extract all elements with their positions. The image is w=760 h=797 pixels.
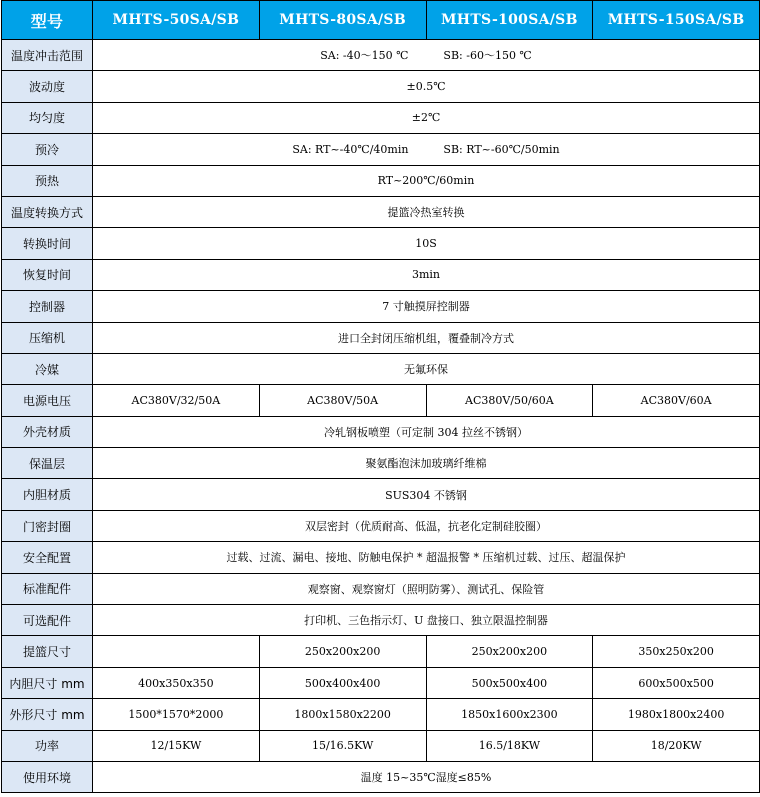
row-label: 控制器: [2, 291, 93, 322]
row-value: RT~200℃/60min: [93, 165, 760, 196]
header-row: [2, 1, 760, 40]
row-cell: 1850x1600x2300: [426, 699, 593, 730]
model-label: 型号: [2, 1, 93, 40]
row-cell: AC380V/60A: [593, 385, 760, 416]
row-switch-time: [2, 228, 760, 259]
row-door-seal: [2, 510, 760, 541]
row-cell: 1800x1580x2200: [259, 699, 426, 730]
row-label: 内胆尺寸 mm: [2, 667, 93, 698]
row-label: 功率: [2, 730, 93, 761]
row-value: 观察窗、观察窗灯（照明防雾）、测试孔、保险管: [93, 573, 760, 604]
row-cell: AC380V/50/60A: [426, 385, 593, 416]
row-cell: 16.5/18KW: [426, 730, 593, 761]
row-label: 外壳材质: [2, 416, 93, 447]
row-label: 门密封圈: [2, 510, 93, 541]
row-recovery-time: [2, 259, 760, 290]
row-cell: 500x500x400: [426, 667, 593, 698]
row-cell: 12/15KW: [93, 730, 260, 761]
row-standard-accessories: [2, 573, 760, 604]
row-label: 恢复时间: [2, 259, 93, 290]
row-value: 过载、过流、漏电、接地、防触电保护 * 超温报警 * 压缩机过载、过压、超温保护: [93, 542, 760, 573]
row-environment: [2, 761, 760, 792]
row-cell: 250x200x200: [259, 636, 426, 667]
model-name: MHTS-150SA/SB: [593, 1, 760, 40]
row-value: 打印机、三色指示灯、U 盘接口、独立限温控制器: [93, 605, 760, 636]
row-value: 无氟环保: [93, 353, 760, 384]
row-value: SUS304 不锈钢: [93, 479, 760, 510]
row-value: 3min: [93, 259, 760, 290]
row-value: 10S: [93, 228, 760, 259]
row-value: 双层密封（优质耐高、低温，抗老化定制硅胶圈）: [93, 510, 760, 541]
row-label: 预热: [2, 165, 93, 196]
row-label: 可选配件: [2, 605, 93, 636]
row-safety: [2, 542, 760, 573]
row-cell: 600x500x500: [593, 667, 760, 698]
row-precool: [2, 134, 760, 165]
row-label: 压缩机: [2, 322, 93, 353]
row-outer-size: [2, 699, 760, 730]
row-value: 聚氨酯泡沫加玻璃纤维棉: [93, 448, 760, 479]
row-preheat: [2, 165, 760, 196]
model-name: MHTS-50SA/SB: [93, 1, 260, 40]
row-refrigerant: [2, 353, 760, 384]
row-cell: 350x250x200: [593, 636, 760, 667]
row-value: ±0.5℃: [93, 71, 760, 102]
row-uniformity: [2, 102, 760, 133]
row-value: 温度 15~35℃湿度≤85%: [93, 761, 760, 792]
row-optional-accessories: [2, 605, 760, 636]
row-label: 保温层: [2, 448, 93, 479]
row-cell: AC380V/32/50A: [93, 385, 260, 416]
row-label: 标准配件: [2, 573, 93, 604]
row-power: [2, 730, 760, 761]
row-temp-shock-range: [2, 40, 760, 71]
row-switch-mode: [2, 196, 760, 227]
row-value: SA: RT~-40℃/40min SB: RT~-60℃/50min: [93, 134, 760, 165]
model-name: MHTS-100SA/SB: [426, 1, 593, 40]
spec-table: [1, 0, 760, 793]
row-value: 7 寸触摸屏控制器: [93, 291, 760, 322]
row-cell: 1980x1800x2400: [593, 699, 760, 730]
row-basket-size: [2, 636, 760, 667]
row-controller: [2, 291, 760, 322]
row-shell-material: [2, 416, 760, 447]
row-label: 外形尺寸 mm: [2, 699, 93, 730]
row-insulation: [2, 448, 760, 479]
row-liner-material: [2, 479, 760, 510]
row-label: 温度转换方式: [2, 196, 93, 227]
row-compressor: [2, 322, 760, 353]
row-label: 温度冲击范围: [2, 40, 93, 71]
row-cell: 1500*1570*2000: [93, 699, 260, 730]
row-value: 提篮冷热室转换: [93, 196, 760, 227]
row-power-supply: [2, 385, 760, 416]
row-value: ±2℃: [93, 102, 760, 133]
row-label: 均匀度: [2, 102, 93, 133]
row-label: 波动度: [2, 71, 93, 102]
row-fluctuation: [2, 71, 760, 102]
row-value: 冷轧钢板喷塑（可定制 304 拉丝不锈钢）: [93, 416, 760, 447]
row-label: 提篮尺寸: [2, 636, 93, 667]
row-label: 冷媒: [2, 353, 93, 384]
row-cell: 15/16.5KW: [259, 730, 426, 761]
row-label: 安全配置: [2, 542, 93, 573]
row-cell: AC380V/50A: [259, 385, 426, 416]
row-cell: 250x200x200: [426, 636, 593, 667]
row-cell: 18/20KW: [593, 730, 760, 761]
row-label: 预冷: [2, 134, 93, 165]
row-cell: [93, 636, 260, 667]
row-label: 转换时间: [2, 228, 93, 259]
model-name: MHTS-80SA/SB: [259, 1, 426, 40]
row-label: 使用环境: [2, 761, 93, 792]
row-value: 进口全封闭压缩机组，覆叠制冷方式: [93, 322, 760, 353]
row-value: SA: -40～150 ℃ SB: -60～150 ℃: [93, 40, 760, 71]
row-inner-size: [2, 667, 760, 698]
row-label: 内胆材质: [2, 479, 93, 510]
row-cell: 400x350x350: [93, 667, 260, 698]
row-label: 电源电压: [2, 385, 93, 416]
row-cell: 500x400x400: [259, 667, 426, 698]
